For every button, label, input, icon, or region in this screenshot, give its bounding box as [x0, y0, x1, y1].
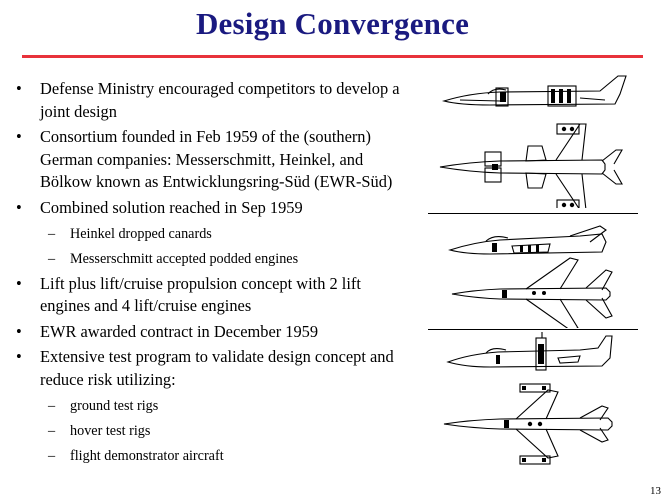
- bullet-text: Defense Ministry encouraged competitors to develop a joint design: [40, 79, 400, 121]
- page-number: 13: [650, 485, 661, 497]
- bullet-item: [14, 273, 414, 318]
- bullet-list: [14, 78, 414, 470]
- bullet-marker: •: [16, 273, 22, 293]
- bullet-marker: •: [16, 127, 22, 147]
- bullet-text: EWR awarded contract in December 1959: [40, 321, 319, 341]
- sub-bullet-item: [14, 420, 414, 442]
- sub-bullet-text: flight demonstrator aircraft: [70, 447, 224, 464]
- bullet-text: Extensive test program to validate design concept and reduce risk utilizing:: [40, 347, 394, 389]
- sub-bullet-text: Heinkel dropped canards: [70, 225, 212, 242]
- sub-bullet-marker: –: [48, 447, 56, 464]
- sub-bullet-marker: –: [48, 250, 56, 267]
- aircraft-drawing-combined: [430, 218, 640, 328]
- sub-bullet-item: [14, 223, 414, 245]
- slide-title: Design Convergence: [195, 6, 470, 41]
- title-underline: [22, 55, 643, 58]
- sub-bullet-item: [14, 395, 414, 417]
- bullet-item: [14, 321, 414, 344]
- bullet-item: [14, 346, 414, 391]
- bullet-text: Lift plus lift/cruise propulsion concept with 2 lift engines and 4 lift/cruise engines: [40, 273, 361, 316]
- aircraft-drawing-heinkel: [430, 68, 640, 208]
- sub-bullet-text: Messerschmitt accepted podded engines: [70, 250, 299, 267]
- sub-bullet-marker: –: [48, 397, 56, 414]
- bullet-item: [14, 126, 414, 194]
- bullet-item: [14, 197, 414, 220]
- sub-bullet-item: [14, 445, 414, 467]
- figure-divider: [428, 329, 638, 330]
- bullet-item: [14, 78, 414, 123]
- bullet-marker: •: [16, 79, 22, 98]
- sub-bullet-item: [14, 248, 414, 270]
- sub-bullet-text: ground test rigs: [70, 397, 159, 414]
- aircraft-drawing-ewr: [430, 332, 640, 467]
- bullet-marker: •: [16, 347, 22, 367]
- bullet-marker: •: [16, 321, 22, 341]
- sub-bullet-marker: –: [48, 225, 56, 242]
- figure-divider: [428, 213, 638, 214]
- sub-bullet-marker: –: [48, 422, 56, 439]
- bullet-marker: •: [16, 197, 22, 217]
- sub-bullet-text: hover test rigs: [70, 422, 151, 439]
- bullet-text: Consortium founded in Feb 1959 of the (southern) German companies: Messerschmitt, Heinkel, and Bölkow known as Entwicklungsring-Süd (EWR-Süd): [40, 127, 393, 192]
- bullet-text: Combined solution reached in Sep 1959: [40, 197, 303, 217]
